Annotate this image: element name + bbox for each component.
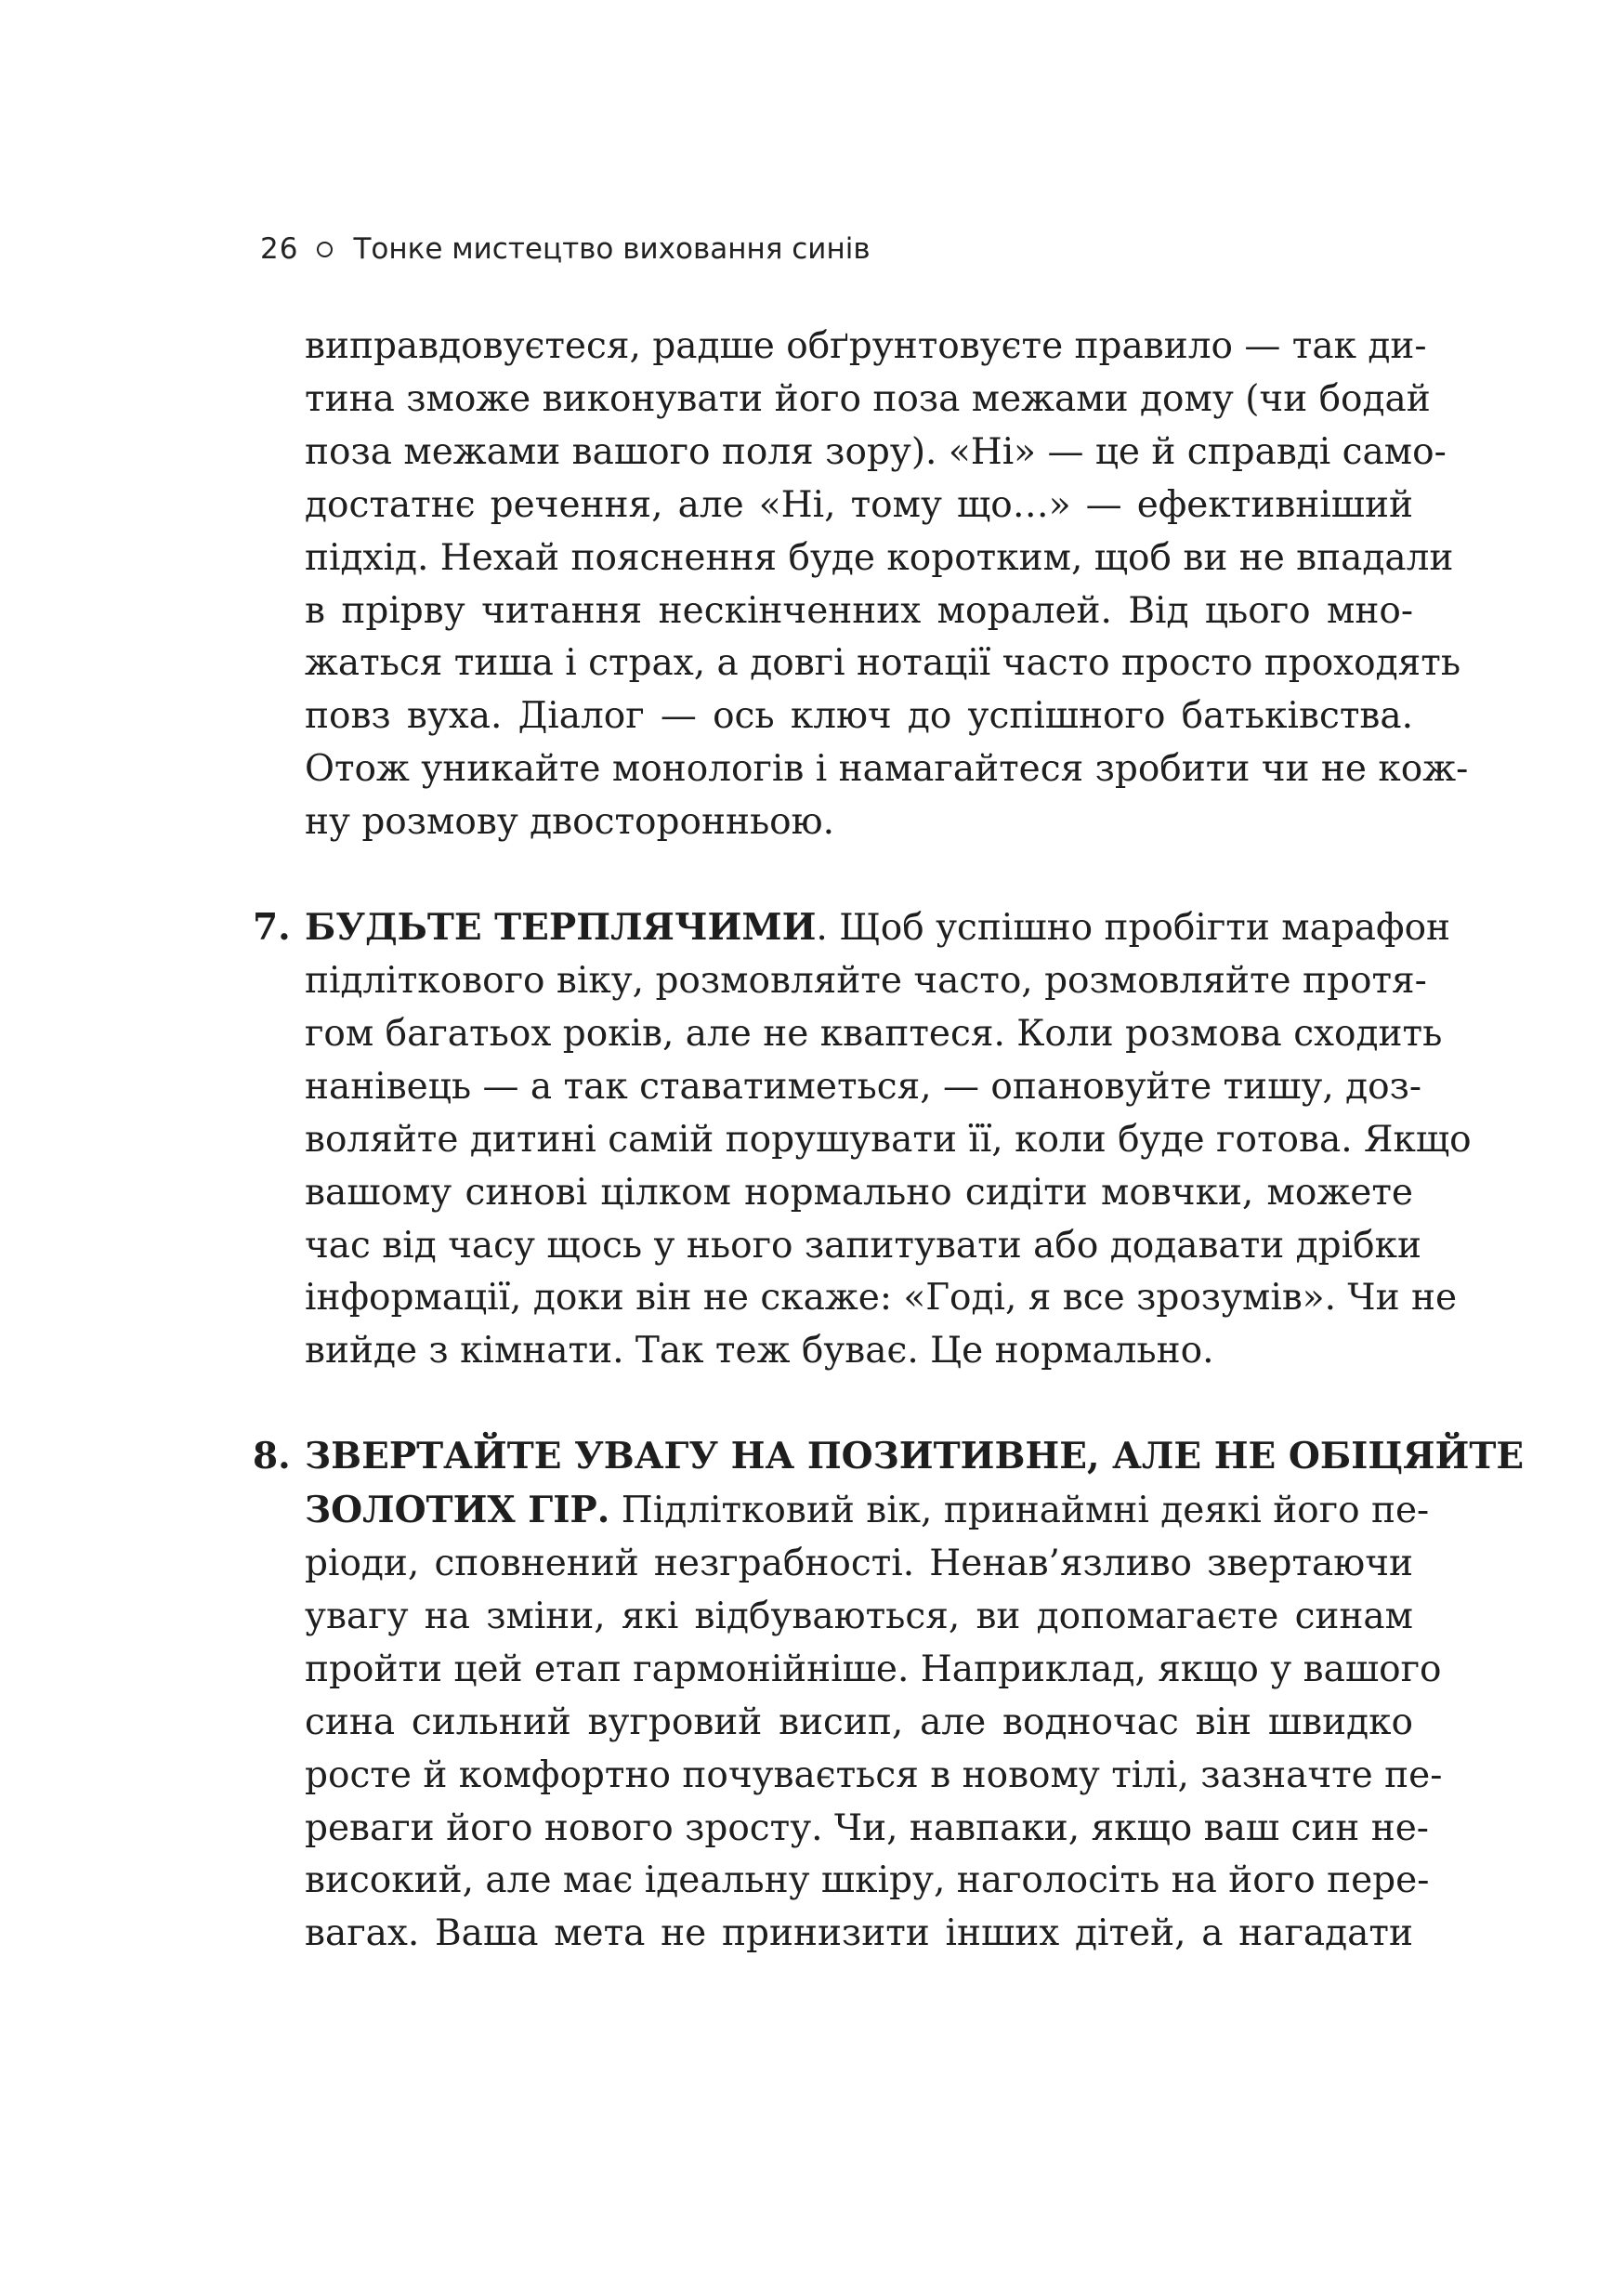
list-item-7 bbox=[253, 901, 1472, 1378]
text-line: реваги його нового зросту. Чи, навпаки, якщо ваш син не- bbox=[305, 1806, 1429, 1849]
text-line: в прірву читання нескінченних моралей. Від цього мно- bbox=[305, 589, 1413, 632]
text-line: інформації, доки він не скаже: «Годі, я все зрозумів». Чи не bbox=[305, 1277, 1458, 1320]
text-line: ріоди, сповнений незграбності. Ненав’язливо звертаючи bbox=[305, 1543, 1413, 1585]
text-line: ну розмову двосторонньою. bbox=[305, 801, 835, 844]
text-line: вашому синові цілком нормально сидіти мовчки, можете bbox=[305, 1171, 1413, 1214]
text-line: підхід. Нехай пояснення буде коротким, щоб ви не впадали bbox=[305, 536, 1454, 579]
text-line: достатнє речення, але «Ні, тому що…» — ефективніший bbox=[305, 483, 1413, 526]
item-heading: ЗОЛОТИХ ГІР. bbox=[305, 1489, 610, 1532]
text-line: вагах. Ваша мета не принизити інших дітей, а нагадати bbox=[305, 1912, 1413, 1955]
text-line: вийде з кімнати. Так теж буває. Це нормально. bbox=[305, 1330, 1214, 1372]
body-text bbox=[253, 321, 1525, 1961]
text-line: нанівець — а так ставатиметься, — опановуйте тишу, доз- bbox=[305, 1065, 1422, 1108]
text-line: Отож уникайте монологів і намагайтеся зробити чи не кож- bbox=[305, 748, 1469, 791]
item-text: . Щоб успішно пробігти марафон bbox=[816, 907, 1451, 950]
item-number: 8. bbox=[253, 1435, 291, 1478]
text-line: час від часу щось у нього запитувати або додавати дрібки bbox=[305, 1224, 1421, 1267]
item-number: 7. bbox=[253, 906, 291, 950]
book-title: Тонке мистецтво виховання синів bbox=[353, 232, 871, 266]
text-line: сина сильний вугровий висип, але водночас він швидко bbox=[305, 1701, 1413, 1743]
paragraph-gap bbox=[305, 849, 1413, 901]
intro-paragraph bbox=[305, 321, 1469, 849]
text-line: повз вуха. Діалог — ось ключ до успішного батьківства. bbox=[305, 695, 1413, 738]
text-line: тина зможе виконувати його поза межами дому (чи бодай bbox=[305, 377, 1431, 420]
text-line: гом багатьох років, але не кваптеся. Коли розмова сходить bbox=[305, 1012, 1443, 1055]
text-line: високий, але має ідеальну шкіру, наголосіть на його пере- bbox=[305, 1859, 1430, 1902]
text-line: увагу на зміни, які відбуваються, ви допомагаєте синам bbox=[305, 1595, 1413, 1637]
text-line: росте й комфортно почувається в новому тілі, зазначте пе- bbox=[305, 1753, 1443, 1796]
running-header bbox=[260, 229, 871, 269]
text-line: воляйте дитині самій порушувати її, коли буде готова. Якщо bbox=[305, 1118, 1472, 1161]
text-line: виправдовуєтеся, радше обґрунтовуєте правило — так ди- bbox=[305, 325, 1427, 367]
text-line: поза межами вашого поля зору). «Ні» — це й справді само- bbox=[305, 430, 1447, 473]
item-text: Підлітковий вік, принаймні деякі його пе- bbox=[609, 1490, 1430, 1532]
text-line bbox=[253, 901, 1451, 955]
item-heading: БУДЬТЕ ТЕРПЛЯЧИМИ bbox=[305, 906, 817, 950]
text-line bbox=[253, 1430, 1525, 1484]
text-line bbox=[305, 1484, 1430, 1538]
list-item-8 bbox=[253, 1430, 1525, 1961]
circle-separator-icon bbox=[317, 242, 333, 257]
text-line: підліткового віку, розмовляйте часто, розмовляйте протя- bbox=[305, 959, 1427, 1002]
text-line: жаться тиша і страх, а довгі нотації часто просто проходять bbox=[305, 642, 1461, 685]
paragraph-gap bbox=[305, 1378, 1413, 1430]
text-line: пройти цей етап гармонійніше. Наприклад, якщо у вашого bbox=[305, 1648, 1442, 1690]
item-heading: ЗВЕРТАЙТЕ УВАГУ НА ПОЗИТИВНЕ, АЛЕ НЕ ОБІЦЯЙТЕ bbox=[305, 1435, 1525, 1478]
page-number: 26 bbox=[260, 232, 299, 266]
